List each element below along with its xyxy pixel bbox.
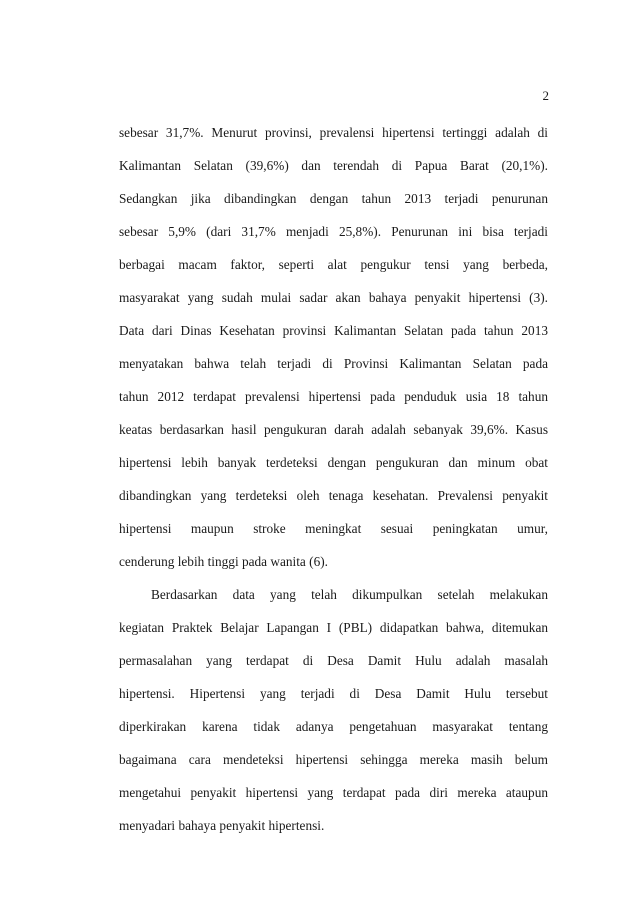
text-line: menyadari bahaya penyakit hipertensi.: [119, 818, 325, 833]
text-line: sebesar 31,7%. Menurut provinsi, prevalensi hipertensi tertinggi adalah di: [119, 125, 548, 140]
text-line: masyarakat yang sudah mulai sadar akan bahaya penyakit hipertensi (3).: [119, 290, 548, 305]
text-line: diperkirakan karena tidak adanya pengetahuan masyarakat tentang: [119, 719, 548, 734]
text-line: berbagai macam faktor, seperti alat pengukur tensi yang berbeda,: [119, 257, 548, 272]
text-line: hipertensi lebih banyak terdeteksi dengan pengukuran dan minum obat: [119, 455, 548, 470]
text-line: sebesar 5,9% (dari 31,7% menjadi 25,8%). Penurunan ini bisa terjadi: [119, 224, 548, 239]
text-line: Sedangkan jika dibandingkan dengan tahun 2013 terjadi penurunan: [119, 191, 548, 206]
text-line: bagaimana cara mendeteksi hipertensi sehingga mereka masih belum: [119, 752, 548, 767]
text-line: hipertensi maupun stroke meningkat sesuai peningkatan umur,: [119, 521, 548, 536]
page-number: 2: [542, 88, 549, 103]
text-line: keatas berdasarkan hasil pengukuran darah adalah sebanyak 39,6%. Kasus: [119, 422, 548, 437]
text-line: hipertensi. Hipertensi yang terjadi di Desa Damit Hulu tersebut: [119, 686, 548, 701]
text-line: Berdasarkan data yang telah dikumpulkan setelah melakukan: [151, 587, 548, 602]
text-line: dibandingkan yang terdeteksi oleh tenaga kesehatan. Prevalensi penyakit: [119, 488, 548, 503]
text-line: Kalimantan Selatan (39,6%) dan terendah di Papua Barat (20,1%).: [119, 158, 548, 173]
text-line: kegiatan Praktek Belajar Lapangan I (PBL) didapatkan bahwa, ditemukan: [119, 620, 548, 635]
text-line: mengetahui penyakit hipertensi yang terdapat pada diri mereka ataupun: [119, 785, 548, 800]
text-line: Data dari Dinas Kesehatan provinsi Kalimantan Selatan pada tahun 2013: [119, 323, 548, 338]
text-line: cenderung lebih tinggi pada wanita (6).: [119, 554, 328, 569]
text-line: permasalahan yang terdapat di Desa Damit Hulu adalah masalah: [119, 653, 548, 668]
text-line: menyatakan bahwa telah terjadi di Provinsi Kalimantan Selatan pada: [119, 356, 548, 371]
text-line: tahun 2012 terdapat prevalensi hipertensi pada penduduk usia 18 tahun: [119, 389, 548, 404]
body-text: [119, 116, 548, 842]
